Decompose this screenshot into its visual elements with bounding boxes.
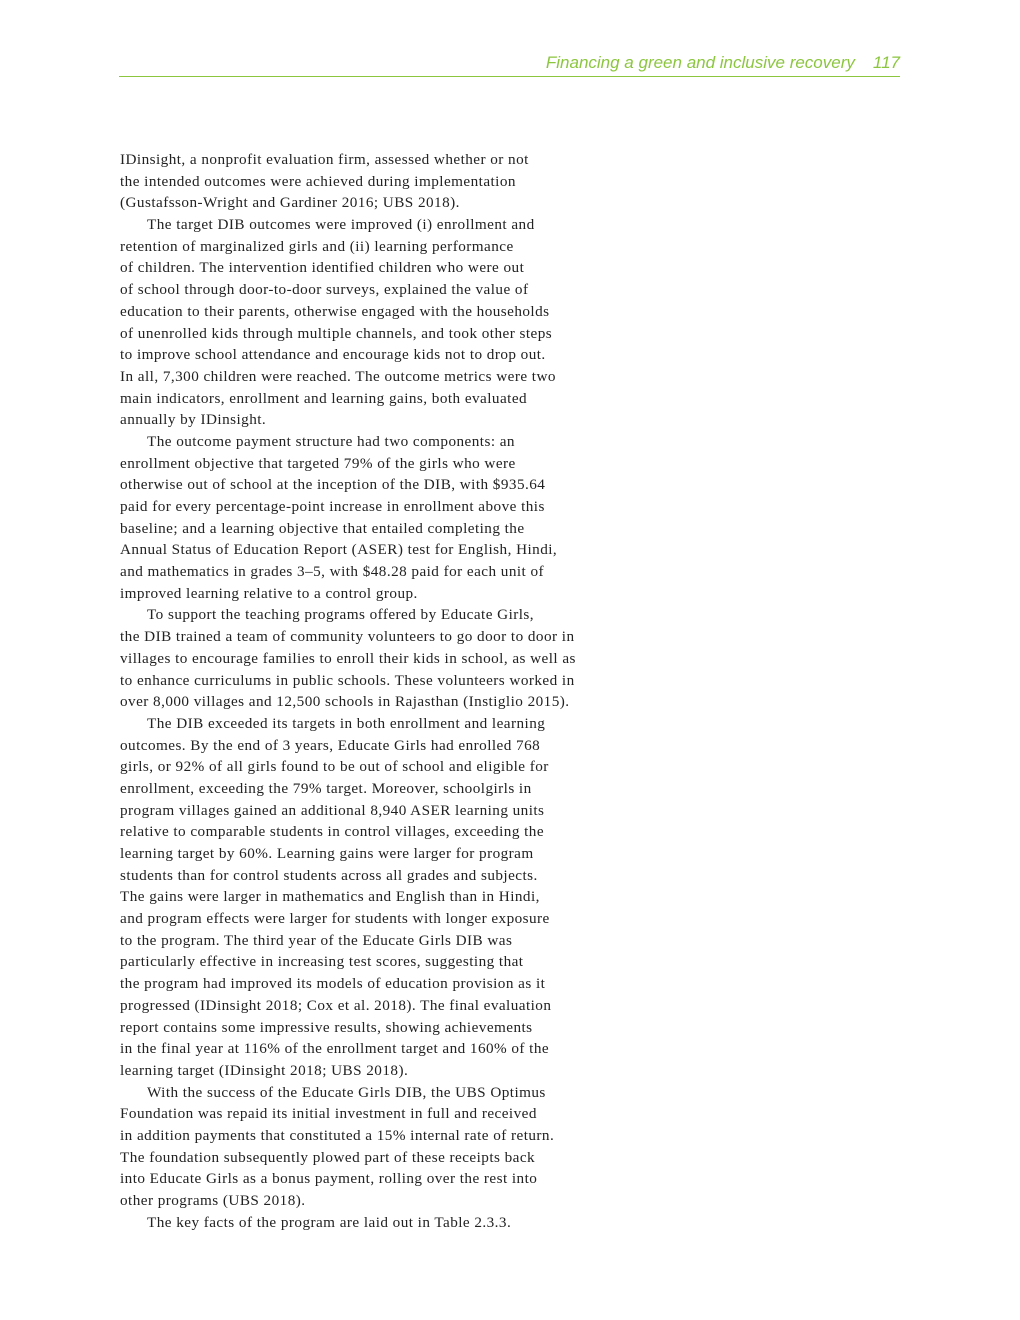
text-line: report contains some impressive results, showing achievements xyxy=(120,1018,533,1036)
text-line: other programs (UBS 2018). xyxy=(120,1192,306,1209)
text-line: enrollment, exceeding the 79% target. Moreover, schoolgirls in xyxy=(120,779,532,797)
text-line: retention of marginalized girls and (ii) learning performance xyxy=(120,237,514,255)
running-header xyxy=(119,50,900,77)
text-line: Foundation was repaid its initial investment in full and received xyxy=(120,1105,537,1123)
text-line: (Gustafsson-Wright and Gardiner 2016; UBS 2018). xyxy=(120,194,460,212)
paragraph xyxy=(120,1212,640,1234)
text-line: of school through door-to-door surveys, explained the value of xyxy=(120,281,529,299)
text-line: baseline; and a learning objective that entailed completing the xyxy=(120,519,525,537)
text-line: and program effects were larger for students with longer exposure xyxy=(120,910,550,928)
text-line: in addition payments that constituted a 15% internal rate of return. xyxy=(120,1126,555,1144)
text-line: girls, or 92% of all girls found to be out of school and eligible for xyxy=(120,758,549,776)
text-line: The foundation subsequently plowed part of these receipts back xyxy=(120,1148,536,1166)
text-line: over 8,000 villages and 12,500 schools in Rajasthan (Instiglio 2015). xyxy=(120,693,570,711)
text-line: relative to comparable students in control villages, exceeding the xyxy=(120,823,545,841)
text-line: In all, 7,300 children were reached. The outcome metrics were two xyxy=(120,367,556,385)
text-line: learning target (IDinsight 2018; UBS 2018). xyxy=(120,1061,409,1079)
text-line: and mathematics in grades 3–5, with $48.28 paid for each unit of xyxy=(120,563,544,581)
running-header-title: Financing a green and inclusive recovery xyxy=(545,53,855,72)
text-line: to improve school attendance and encourage kids not to drop out. xyxy=(120,346,546,364)
text-line: villages to encourage families to enroll their kids in school, as well as xyxy=(120,649,576,667)
paragraph xyxy=(120,604,640,712)
body-text xyxy=(120,149,640,1233)
paragraph xyxy=(120,431,640,605)
text-line: IDinsight, a nonprofit evaluation firm, assessed whether or not xyxy=(120,151,529,168)
text-line: progressed (IDinsight 2018; Cox et al. 2018). The final evaluation xyxy=(120,996,552,1014)
text-line: main indicators, enrollment and learning gains, both evaluated xyxy=(120,389,528,407)
text-line: of children. The intervention identified children who were out xyxy=(120,259,525,277)
text-line: program villages gained an additional 8,940 ASER learning units xyxy=(120,801,545,819)
text-line: particularly effective in increasing test scores, suggesting that xyxy=(120,953,524,971)
text-line: the program had improved its models of education provision as it xyxy=(120,975,546,993)
text-line: Annual Status of Education Report (ASER) test for English, Hindi, xyxy=(120,541,558,559)
text-line: into Educate Girls as a bonus payment, rolling over the rest into xyxy=(120,1170,538,1188)
text-line: To support the teaching programs offered by Educate Girls, xyxy=(147,606,535,624)
text-line: The key facts of the program are laid out in Table 2.3.3. xyxy=(147,1213,512,1231)
paragraph xyxy=(120,713,640,1082)
text-line: paid for every percentage-point increase in enrollment above this xyxy=(120,498,545,515)
paragraph xyxy=(120,1082,640,1212)
text-line: The target DIB outcomes were improved (i) enrollment and xyxy=(147,216,535,234)
text-line: outcomes. By the end of 3 years, Educate Girls had enrolled 768 xyxy=(120,736,541,754)
text-line: enrollment objective that targeted 79% of the girls who were xyxy=(120,454,516,472)
text-line: to enhance curriculums in public schools. These volunteers worked in xyxy=(120,671,575,689)
text-line: The DIB exceeded its targets in both enrollment and learning xyxy=(147,714,546,732)
text-line: The outcome payment structure had two components: an xyxy=(147,432,515,450)
text-line: annually by IDinsight. xyxy=(120,411,267,429)
text-line: improved learning relative to a control group. xyxy=(120,584,418,602)
text-line: the intended outcomes were achieved during implementation xyxy=(120,172,516,190)
paragraph xyxy=(120,214,640,431)
text-line: otherwise out of school at the inception of the DIB, with $935.64 xyxy=(120,476,546,494)
paragraph xyxy=(120,149,640,214)
text-line: of unenrolled kids through multiple channels, and took other steps xyxy=(120,324,553,342)
text-line: to the program. The third year of the Educate Girls DIB was xyxy=(120,931,513,949)
text-line: education to their parents, otherwise engaged with the households xyxy=(120,302,550,320)
text-line: The gains were larger in mathematics and English than in Hindi, xyxy=(120,888,540,906)
text-line: the DIB trained a team of community volunteers to go door to door in xyxy=(120,628,575,646)
page-number: 117 xyxy=(872,53,900,72)
text-line: students than for control students across all grades and subjects. xyxy=(120,866,538,884)
text-line: learning target by 60%. Learning gains were larger for program xyxy=(120,845,534,862)
text-line: With the success of the Educate Girls DIB, the UBS Optimus xyxy=(147,1083,546,1101)
text-line: in the final year at 116% of the enrollment target and 160% of the xyxy=(120,1040,550,1058)
